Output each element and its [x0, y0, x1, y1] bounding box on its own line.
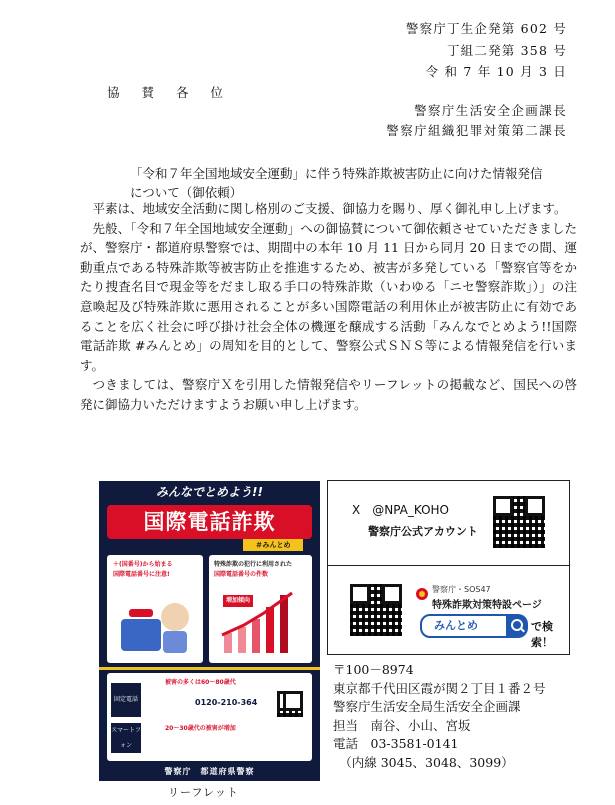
- leaflet-panel-left: [107, 555, 203, 663]
- search-keyword: みんとめ: [420, 614, 508, 638]
- leaflet-title: 国際電話詐欺: [107, 505, 312, 539]
- phone-illustration-icon: [117, 595, 193, 655]
- body-text: [80, 199, 577, 415]
- paragraph-3: つきましては、警察庁Ｘを引用した情報発信やリーフレットの掲載など、国民への啓発に御協力いただけますようお願い申し上げます。: [80, 377, 577, 412]
- lower-heading: 被害の多くは60～80歳代: [165, 679, 236, 686]
- sos47-box[interactable]: [327, 565, 570, 655]
- fixed-phone-label: 固定電話: [111, 683, 141, 717]
- sos47-label: 警察庁・SOS47: [432, 585, 491, 594]
- leaflet-top-text: みんなでとめよう!!: [156, 485, 263, 499]
- panel2-line1: 特殊詐欺の犯行に利用された: [214, 561, 293, 568]
- sender-1: 警察庁生活安全企画課長: [414, 103, 567, 118]
- contact-address: 東京都千代田区霞が関２丁目１番２号: [333, 680, 546, 696]
- x-handle: X @NPA_KOHO: [352, 503, 450, 517]
- paragraph-1: 平素は、地域安全活動に関し格別のご支援、御協力を賜り、厚く御礼申し上げます。: [92, 201, 567, 216]
- panel1-line2: 国際電話番号に注意!: [113, 571, 170, 578]
- leaflet-image: [99, 481, 320, 781]
- document-number-2: 丁組二発第 358 号: [446, 43, 567, 58]
- leaflet-divider: [99, 667, 320, 670]
- x-account-label: 警察庁公式アカウント: [368, 525, 478, 538]
- subject-line-1: 「令和７年全国地域安全運動」に伴う特殊詐欺被害防止に向けた情報発信: [130, 166, 543, 181]
- x-account-box[interactable]: [327, 480, 570, 567]
- sos47-title: 特殊詐欺対策特設ページ: [432, 600, 542, 611]
- free-dial-number: 0120-210-364: [195, 698, 258, 707]
- contact-phone: 電話 03-3581-0141: [333, 736, 459, 752]
- contact-persons: 担当 南谷、小山、宮坂: [333, 717, 471, 733]
- contact-postal: 〒100－8974: [333, 662, 414, 677]
- search-icon: [506, 614, 528, 638]
- panel1-line1: ＋(国番号)から始まる: [113, 561, 173, 568]
- sos47-logo-icon: [416, 588, 428, 600]
- leaflet-panel-right: [209, 555, 312, 663]
- subject: [130, 164, 570, 202]
- document-number: 警察庁丁生企発第 602 号: [405, 21, 567, 36]
- leaflet-footer: 警察庁 都道府県警察: [164, 767, 255, 776]
- contact-extension: （内線 3045、3048、3099）: [333, 754, 514, 770]
- panel2-badge: 増加傾向: [223, 595, 253, 607]
- leaflet-qr-code: [277, 691, 303, 717]
- leaflet-lower-panel: [107, 673, 312, 761]
- sender-2: 警察庁組織犯罪対策第二課長: [386, 123, 567, 138]
- smart-heading: 20～30歳代の被害が増加: [165, 725, 236, 732]
- search-tail: で検索！: [531, 620, 553, 649]
- leaflet-hashtag: ＃みんとめ: [243, 539, 303, 551]
- leaflet-caption: リーフレット: [168, 786, 239, 799]
- document-date: 令 和 7 年 10 月 3 日: [425, 64, 567, 79]
- contact-block: [333, 661, 546, 773]
- addressee: 協 賛 各 位: [107, 85, 232, 100]
- subject-line-2: について（御依頼）: [130, 185, 243, 200]
- panel2-line2: 国際電話番号の件数: [214, 571, 269, 578]
- smartphone-label: スマートフォン: [111, 723, 141, 753]
- x-qr-code[interactable]: [493, 496, 545, 548]
- sos47-qr-code[interactable]: [350, 584, 402, 636]
- paragraph-2: 先般、「令和７年全国地域安全運動」への御協賛について御依頼させていただきましたが、警察庁・都道府県警察では、期間中の本年 10 月 11 日から同月 20 日までの間、運動重点である特殊詐欺等被害防止を推進するため、被害が多発している「警察官等をかたり捜査名目で現金等をだまし取る手口の特殊詐欺（いわゆる「ニセ警察詐欺」）」の注意喚起及び特殊詐欺に悪用されることが多い国際電話の利用休止が被害防止に有効であることを広く社会に呼び掛け社会全体の機運を醸成する活動「みんなでとめよう!!国際電話詐欺 #みんとめ」の周知を目的として、警察公式ＳＮＳ等による情報発信を行います。: [80, 220, 577, 373]
- contact-division: 警察庁生活安全局生活安全企画課: [333, 699, 521, 715]
